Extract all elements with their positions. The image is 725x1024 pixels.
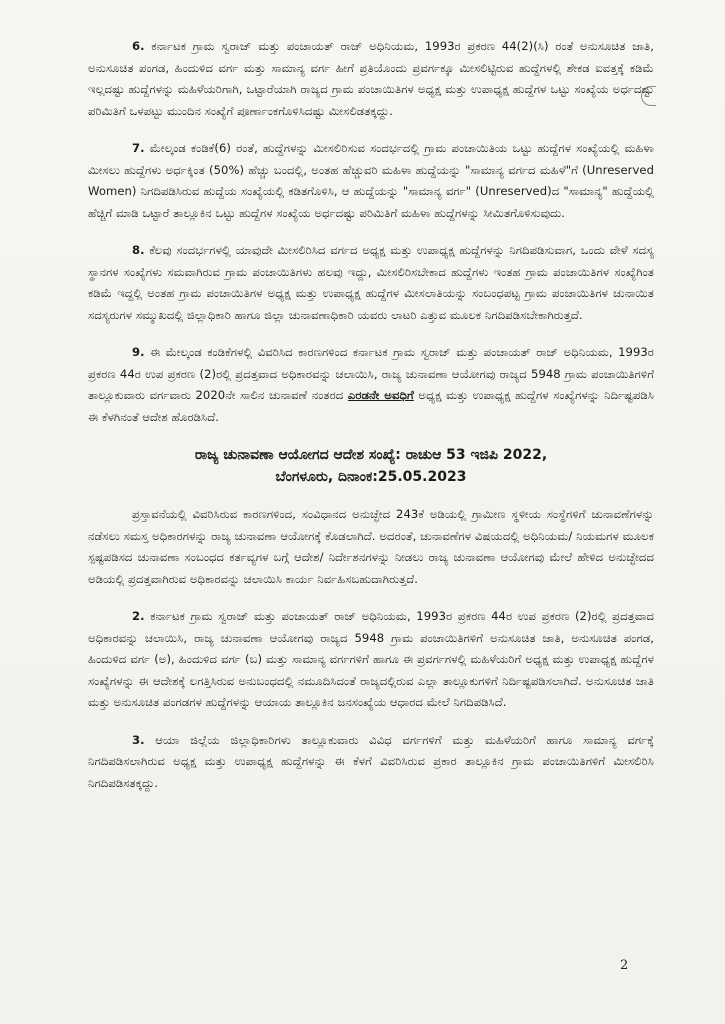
paragraph-9: [88, 342, 654, 428]
paragraph-8: [88, 240, 654, 326]
paragraph-6: [88, 36, 654, 122]
paragraph-text: ಮೇಲ್ಕಂಡ ಕಂಡಿಕೆ(6) ರಂತೆ, ಹುದ್ದೆಗಳನ್ನು ಮೀಸಲಿರಿಸುವ ಸಂದರ್ಭದಲ್ಲಿ ಗ್ರಾಮ ಪಂಚಾಯಿತಿಯ ಒಟ್ಟು ಹುದ್ದೆಗಳ ಸಂಖ್ಯೆಯಲ್ಲಿ ಮಹಿಳಾ ಮೀಸಲು ಹುದ್ದೆಗಳು ಅರ್ಧಕ್ಕಿಂತ (50%) ಹೆಚ್ಚು ಬಂದಲ್ಲಿ, ಅಂತಹ ಹೆಚ್ಚುವರಿ ಮಹಿಳಾ ಹುದ್ದೆಯನ್ನು "ಸಾಮಾನ್ಯ ವರ್ಗದ ಮಹಿಳೆ"ಗೆ (Unreserved Women) ನಿಗದಿಪಡಿಸಿರುವ ಹುದ್ದೆಯ ಸಂಖ್ಯೆಯಲ್ಲಿ ಕಡಿತಗೊಳಿಸಿ, ಆ ಹುದ್ದೆಯನ್ನು "ಸಾಮಾನ್ಯ ವರ್ಗ" (Unreserved)ದ "ಸಾಮಾನ್ಯ" ಹುದ್ದೆಯಲ್ಲಿ ಹೆಚ್ಚಿಗೆ ಮಾಡಿ ಒಟ್ಟಾರೆ ತಾಲ್ಲೂಕಿನ ಒಟ್ಟು ಹುದ್ದೆಗಳ ಸಂಖ್ಯೆಯ ಅರ್ಧದಷ್ಟು ಪರಿಮಿತಿಗೆ ಮಹಿಳಾ ಹುದ್ದೆಗಳನ್ನು ಸೀಮಿತಗೊಳಿಸುವುದು.: [88, 141, 654, 220]
page-number: 2: [620, 958, 629, 973]
order-paragraph-3: [88, 730, 654, 795]
paragraph-text: ಪ್ರಸ್ತಾವನೆಯಲ್ಲಿ ವಿವರಿಸಿರುವ ಕಾರಣಗಳಿಂದ, ಸಂವಿಧಾನದ ಅನುಚ್ಛೇದ 243ಕೆ ಅಡಿಯಲ್ಲಿ ಗ್ರಾಮೀಣ ಸ್ಥಳೀಯ ಸಂಸ್ಥೆಗಳಿಗೆ ಚುನಾವಣೆಗಳನ್ನು ನಡೆಸಲು ಸಮಸ್ತ ಅಧಿಕಾರಗಳನ್ನು ರಾಜ್ಯ ಚುನಾವಣಾ ಆಯೋಗಕ್ಕೆ ಕೊಡಲಾಗಿದೆ. ಅದರಂತೆ, ಚುನಾವಣೆಗಳ ವಿಷಯದಲ್ಲಿ ಅಧಿನಿಯಮ/ ನಿಯಮಗಳ ಮೂಲಕ ಸ್ಪಷ್ಟಪಡಿಸದ ಚುನಾವಣಾ ಸಂಬಂಧದ ಕರ್ತವ್ಯಗಳ ಬಗ್ಗೆ ಆದೇಶ/ ನಿರ್ದೇಶನಗಳನ್ನು ನೀಡಲು ರಾಜ್ಯ ಚುನಾವಣಾ ಆಯೋಗವು ಮೇಲೆ ಹೇಳಿದ ಅನುಚ್ಛೇದದ ಅಡಿಯಲ್ಲಿ ಪ್ರದತ್ತವಾಗಿರುವ ಅಧಿಕಾರವನ್ನು ಚಲಾಯಿಸಿ ಕಾರ್ಯ ನಿರ್ವಹಿಸಬಹುದಾಗಿರುತ್ತದೆ.: [88, 507, 654, 586]
document-body: [88, 36, 654, 810]
order-number-line: ರಾಜ್ಯ ಚುನಾವಣಾ ಆಯೋಗದ ಆದೇಶ ಸಂಖ್ಯೆ: ರಾಚುಆ 53 ಇಜಿಪಿ 2022,: [194, 447, 548, 463]
paragraph-number: 6.: [132, 39, 145, 53]
paragraph-7: [88, 138, 654, 224]
paragraph-number: 8.: [132, 243, 145, 257]
order-heading: [88, 444, 654, 488]
order-paragraph-2: [88, 606, 654, 714]
paragraph-text: ಕರ್ನಾಟಕ ಗ್ರಾಮ ಸ್ವರಾಜ್ ಮತ್ತು ಪಂಚಾಯತ್ ರಾಜ್ ಅಧಿನಿಯಮ, 1993ರ ಪ್ರಕರಣ 44(2)(ಸಿ) ರಂತೆ ಅನುಸೂಚಿತ ಜಾತಿ, ಅನುಸೂಚಿತ ಪಂಗಡ, ಹಿಂದುಳಿದ ವರ್ಗ ಮತ್ತು ಸಾಮಾನ್ಯ ವರ್ಗ ಹೀಗೆ ಪ್ರತಿಯೊಂದು ಪ್ರವರ್ಗಕ್ಕೂ ಮೀಸಲಿಟ್ಟಿರುವ ಹುದ್ದೆಗಳಲ್ಲಿ ಶೇಕಡ ಐವತ್ತಕ್ಕೆ ಕಡಿಮೆ ಇಲ್ಲದಷ್ಟು ಹುದ್ದೆಗಳನ್ನು ಮಹಿಳೆಯರಿಗಾಗಿ, ಒಟ್ಟಾರೆಯಾಗಿ ರಾಜ್ಯದ ಗ್ರಾಮ ಪಂಚಾಯಿತಿಗಳ ಅಧ್ಯಕ್ಷ ಮತ್ತು ಉಪಾಧ್ಯಕ್ಷ ಹುದ್ದೆಗಳ ಒಟ್ಟು ಸಂಖ್ಯೆಯ ಅರ್ಧದಷ್ಟು ಪರಿಮಿತಿಗೆ ಒಳಪಟ್ಟು ಮುಂದಿನ ಸಂಖ್ಯೆಗೆ ಪೂರ್ಣಾಂಕಗೊಳಿಸಿದಷ್ಟು ಮೀಸಲಿಡತಕ್ಕದ್ದು.: [88, 39, 654, 118]
paragraph-text: ಕರ್ನಾಟಕ ಗ್ರಾಮ ಸ್ವರಾಜ್ ಮತ್ತು ಪಂಚಾಯತ್ ರಾಜ್ ಅಧಿನಿಯಮ, 1993ರ ಪ್ರಕರಣ 44ರ ಉಪ ಪ್ರಕರಣ (2)ರಲ್ಲಿ ಪ್ರದತ್ತವಾದ ಅಧಿಕಾರವನ್ನು ಚಲಾಯಿಸಿ, ರಾಜ್ಯ ಚುನಾವಣಾ ಆಯೋಗವು ರಾಜ್ಯದ 5948 ಗ್ರಾಮ ಪಂಚಾಯಿತಿಗಳಿಗೆ ಅನುಸೂಚಿತ ಜಾತಿ, ಅನುಸೂಚಿತ ಪಂಗಡ, ಹಿಂದುಳಿದ ವರ್ಗ (ಅ), ಹಿಂದುಳಿದ ವರ್ಗ (ಬ) ಮತ್ತು ಸಾಮಾನ್ಯ ವರ್ಗಗಳಿಗೆ ಹಾಗೂ ಈ ಪ್ರವರ್ಗಗಳಲ್ಲಿ ಮಹಿಳೆಯರಿಗೆ ಅಧ್ಯಕ್ಷ ಮತ್ತು ಉಪಾಧ್ಯಕ್ಷ ಹುದ್ದೆಗಳ ಸಂಖ್ಯೆಗಳನ್ನು ಈ ಆದೇಶಕ್ಕೆ ಲಗತ್ತಿಸಿರುವ ಅನುಬಂಧದಲ್ಲಿ ನಮೂದಿಸಿದಂತೆ ರಾಜ್ಯದಲ್ಲಿರುವ ಎಲ್ಲಾ ತಾಲ್ಲೂಕುಗಳಿಗೆ ನಿರ್ದಿಷ್ಟಪಡಿಸಲಾಗಿದೆ. ಅನುಸೂಚಿತ ಜಾತಿ ಮತ್ತು ಅನುಸೂಚಿತ ಪಂಗಡಗಳ ಹುದ್ದೆಗಳನ್ನು ಆಯಾಯ ತಾಲ್ಲೂಕಿನ ಜನಸಂಖ್ಯೆಯ ಆಧಾರದ ಮೇಲೆ ನಿಗದಿಪಡಿಸಿದೆ.: [88, 609, 654, 709]
paragraph-text-before: ಈ ಮೇಲ್ಕಂಡ ಕಂಡಿಕೆಗಳಲ್ಲಿ ವಿವರಿಸಿದ ಕಾರಣಗಳಿಂದ ಕರ್ನಾಟಕ ಗ್ರಾಮ ಸ್ವರಾಜ್ ಮತ್ತು ಪಂಚಾಯತ್ ರಾಜ್ ಅಧಿನಿಯಮ, 1993ರ ಪ್ರಕರಣ 44ರ ಉಪ ಪ್ರಕರಣ (2)ರಲ್ಲಿ ಪ್ರದತ್ತವಾದ ಅಧಿಕಾರವನ್ನು ಚಲಾಯಿಸಿ, ರಾಜ್ಯ ಚುನಾವಣಾ ಆಯೋಗವು ರಾಜ್ಯದ 5948 ಗ್ರಾಮ ಪಂಚಾಯಿತಿಗಳಿಗೆ ತಾಲ್ಲೂಕುವಾರು ವರ್ಗವಾರು 2020ನೇ ಸಾಲಿನ ಚುನಾವಣೆ ನಂತರದ: [88, 345, 654, 402]
paragraph-number: 2.: [132, 609, 145, 623]
order-paragraph-1: [88, 504, 654, 590]
paragraph-text: ಆಯಾ ಜಿಲ್ಲೆಯ ಜಿಲ್ಲಾಧಿಕಾರಿಗಳು ತಾಲ್ಲೂಕುವಾರು ವಿವಿಧ ವರ್ಗಗಳಿಗೆ ಮತ್ತು ಮಹಿಳೆಯರಿಗೆ ಹಾಗೂ ಸಾಮಾನ್ಯ ವರ್ಗಕ್ಕೆ ನಿಗದಿಪಡಿಸಲಾಗಿರುವ ಅಧ್ಯಕ್ಷ ಮತ್ತು ಉಪಾಧ್ಯಕ್ಷ ಹುದ್ದೆಗಳನ್ನು ಈ ಕೆಳಗೆ ವಿವರಿಸಿರುವ ಪ್ರಕಾರ ತಾಲ್ಲೂಕಿನ ಗ್ರಾಮ ಪಂಚಾಯಿತಿಗಳಿಗೆ ಮೀಸಲಿರಿಸಿ ನಿಗದಿಪಡಿಸತಕ್ಕದ್ದು.: [88, 732, 654, 790]
paragraph-number: 7.: [132, 141, 145, 155]
paragraph-text: ಕೆಲವು ಸಂದರ್ಭಗಳಲ್ಲಿ ಯಾವುದೇ ಮೀಸಲಿರಿಸಿದ ವರ್ಗದ ಅಧ್ಯಕ್ಷ ಮತ್ತು ಉಪಾಧ್ಯಕ್ಷ ಹುದ್ದೆಗಳನ್ನು ನಿಗದಿಪಡಿಸುವಾಗ, ಒಂದು ವೇಳೆ ಸದಸ್ಯ ಸ್ಥಾನಗಳ ಸಂಖ್ಯೆಗಳು ಸಮವಾಗಿರುವ ಗ್ರಾಮ ಪಂಚಾಯಿತಿಗಳು ಹಲವು ಇದ್ದು, ಮೀಸಲಿರಿಸಬೇಕಾದ ಹುದ್ದೆಗಳು ಇಂತಹ ಗ್ರಾಮ ಪಂಚಾಯಿತಿಗಳ ಸಂಖ್ಯೆಗಿಂತ ಕಡಿಮೆ ಇದ್ದಲ್ಲಿ ಅಂತಹ ಗ್ರಾಮ ಪಂಚಾಯಿತಿಗಳ ಅಧ್ಯಕ್ಷ ಮತ್ತು ಉಪಾಧ್ಯಕ್ಷ ಹುದ್ದೆಗಳ ಮೀಸಲಾತಿಯನ್ನು ಸಂಬಂಧಪಟ್ಟ ಗ್ರಾಮ ಪಂಚಾಯಿತಿಗಳ ಚುನಾಯಿತ ಸದಸ್ಯರುಗಳ ಸಮ್ಮುಖದಲ್ಲಿ ಜಿಲ್ಲಾಧಿಕಾರಿ ಹಾಗೂ ಜಿಲ್ಲಾ ಚುನಾವಣಾಧಿಕಾರಿ ಯವರು ಲಾಟರಿ ಎತ್ತುವ ಮೂಲಕ ನಿಗದಿಪಡಿಸಬೇಕಾಗಿರುತ್ತದೆ.: [88, 243, 654, 322]
order-date-line: ಬೆಂಗಳೂರು, ದಿನಾಂಕ:25.05.2023: [275, 469, 467, 485]
paragraph-text-after: ಅಧ್ಯಕ್ಷ ಮತ್ತು ಉಪಾಧ್ಯಕ್ಷ ಹುದ್ದೆಗಳ ಸಂಖ್ಯೆಗಳನ್ನು ನಿರ್ದಿಷ್ಟಪಡಿಸಿ ಈ ಕೆಳಗಿನಂತೆ ಆದೇಶ ಹೊರಡಿಸಿದೆ.: [88, 388, 654, 424]
paragraph-number: 9.: [132, 345, 145, 359]
emphasis-second-term: ಎರಡನೇ ಅವಧಿಗೆ: [347, 388, 414, 402]
paragraph-number: 3.: [132, 732, 145, 747]
